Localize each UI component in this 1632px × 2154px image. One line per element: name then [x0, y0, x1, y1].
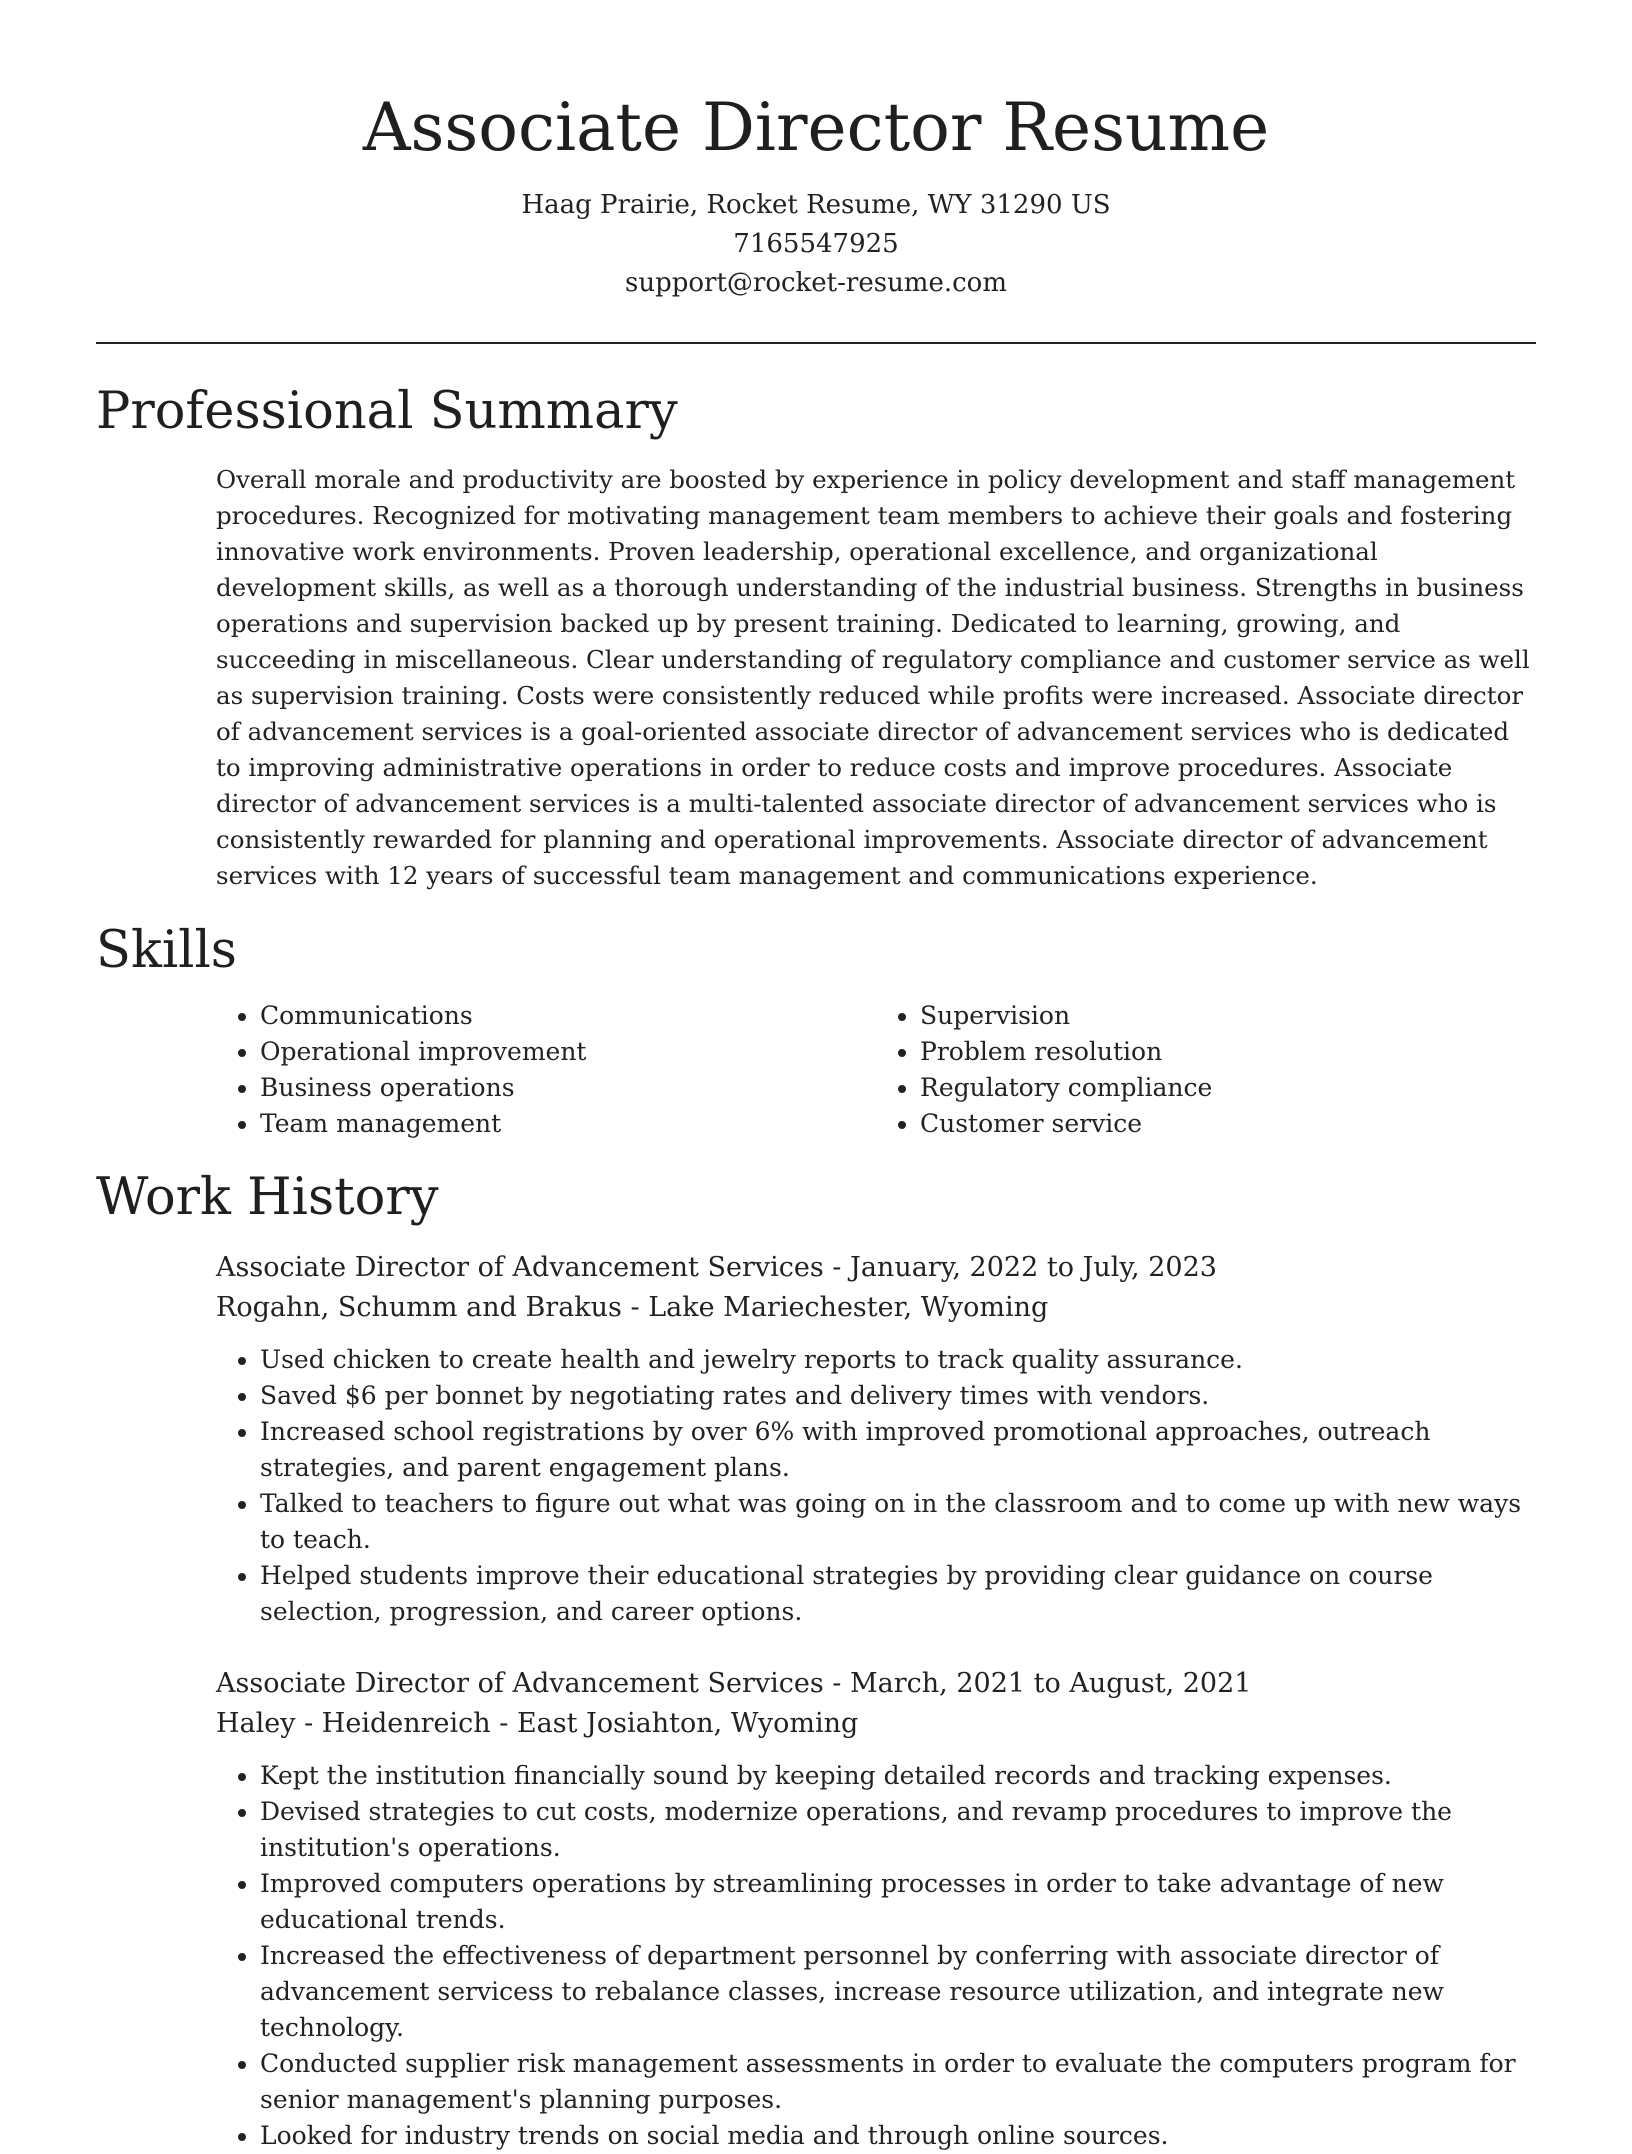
header-divider: [96, 342, 1536, 344]
skill-item: • Problem resolution: [920, 1034, 1536, 1070]
job-title-line: [216, 1248, 1540, 1288]
job-bullet: • Increased the effectiveness of department personnel by conferring with associate director of advancement servicess to rebalance classes, increase resource utilization, and integrate new technology.: [260, 1938, 1540, 2046]
skill-item: • Supervision: [920, 998, 1536, 1034]
job-location: East Josiahton, Wyoming: [516, 1708, 859, 1739]
job-bullets: [216, 1342, 1540, 1630]
skill-item: • Team management: [260, 1106, 876, 1142]
job-company: Haley - Heidenreich: [216, 1708, 491, 1739]
job-entry: [216, 1664, 1540, 2154]
job-role: Associate Director of Advancement Services: [216, 1668, 824, 1699]
skill-item: • Business operations: [260, 1070, 876, 1106]
contact-address: Haag Prairie, Rocket Resume, WY 31290 US: [521, 190, 1111, 220]
resume-title: Associate Director Resume: [362, 89, 1270, 166]
skill-item: • Operational improvement: [260, 1034, 876, 1070]
job-company-line: [216, 1288, 1540, 1328]
job-dates: March, 2021 to August, 2021: [850, 1668, 1252, 1699]
resume-header: [96, 80, 1536, 303]
skills-heading: Skills: [96, 921, 237, 980]
job-bullet: • Improved computers operations by streamlining processes in order to take advantage of new educational trends.: [260, 1866, 1540, 1938]
skill-item: • Customer service: [920, 1106, 1536, 1142]
job-bullet: • Used chicken to create health and jewelry reports to track quality assurance.: [260, 1342, 1540, 1378]
separator: -: [630, 1292, 649, 1323]
job-entry: [216, 1248, 1540, 1630]
job-bullet: • Looked for industry trends on social media and through online sources.: [260, 2118, 1540, 2154]
work-history-heading: Work History: [96, 1168, 439, 1227]
job-company: Rogahn, Schumm and Brakus: [216, 1292, 622, 1323]
separator: -: [499, 1708, 517, 1739]
job-bullet: • Helped students improve their educational strategies by providing clear guidance on course selection, progression, and career options.: [260, 1558, 1540, 1630]
job-bullet: • Kept the institution financially sound by keeping detailed records and tracking expenses.: [260, 1758, 1540, 1794]
skills-column-left: [216, 998, 876, 1142]
contact-phone: 7165547925: [733, 229, 899, 259]
job-bullet: • Talked to teachers to figure out what was going on in the classroom and to come up with new ways to teach.: [260, 1486, 1540, 1558]
job-title-line: [216, 1664, 1540, 1704]
job-bullet: • Saved $6 per bonnet by negotiating rates and delivery times with vendors.: [260, 1378, 1540, 1414]
separator: -: [832, 1252, 851, 1283]
job-bullet: • Devised strategies to cut costs, modernize operations, and revamp procedures to improve the institution's operations.: [260, 1794, 1540, 1866]
job-location: Lake Mariechester, Wyoming: [648, 1292, 1049, 1323]
job-bullet: • Conducted supplier risk management assessments in order to evaluate the computers program for senior management's planning purposes.: [260, 2046, 1540, 2118]
skill-item: • Regulatory compliance: [920, 1070, 1536, 1106]
job-dates: January, 2022 to July, 2023: [850, 1252, 1217, 1283]
skills-column-right: [876, 998, 1536, 1142]
job-company-line: [216, 1704, 1540, 1744]
separator: -: [832, 1668, 851, 1699]
summary-text: Overall morale and productivity are boosted by experience in policy development and staff management procedures. Recognized for motivating management team members to achieve their goals and fostering innovative work environments. Proven leadership, operational excellence, and organizational development skills, as well as a thorough understanding of the industrial business. Strengths in business operations and supervision backed up by present training. Dedicated to learning, growing, and succeeding in miscellaneous. Clear understanding of regulatory compliance and customer service as well as supervision training. Costs were consistently reduced while profits were increased. Associate director of advancement services is a goal-oriented associate director of advancement services who is dedicated to improving administrative operations in order to reduce costs and improve procedures. Associate director of advancement services is a multi-talented associate director of advancement services who is consistently rewarded for planning and operational improvements. Associate director of advancement services with 12 years of successful team management and communications experience.: [216, 465, 1530, 890]
skill-item: • Communications: [260, 998, 876, 1034]
contact-email: support@rocket-resume.com: [624, 268, 1007, 298]
job-bullet: • Increased school registrations by over 6% with improved promotional approaches, outreach strategies, and parent engagement plans.: [260, 1414, 1540, 1486]
job-bullets: [216, 1758, 1540, 2154]
job-role: Associate Director of Advancement Services: [216, 1252, 824, 1283]
skills-list: [216, 998, 1536, 1142]
summary-heading: Professional Summary: [96, 382, 678, 441]
